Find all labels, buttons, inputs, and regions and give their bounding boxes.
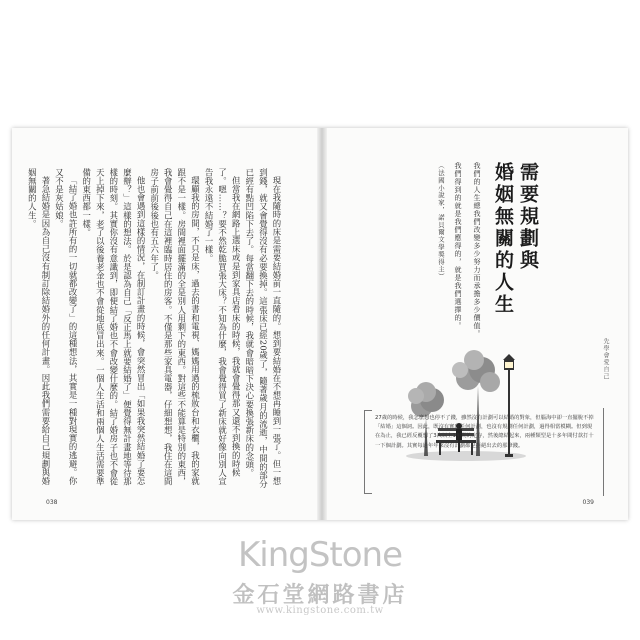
epigraph-line-1: 我們的人生總我們改變多少努力而承擔多少價值。: [473, 162, 481, 338]
left-page-body: [27, 168, 283, 490]
right-page-number: 039: [582, 499, 594, 506]
callout-box: [364, 410, 600, 494]
epigraph-attribution: （法國小說家，諾貝爾文學獎得主）: [437, 162, 445, 281]
epigraph-line-2: 我們得到的就是我們應得的，就是我們選擇的。: [454, 162, 462, 330]
body-paragraph: 著急結婚是因為自己沒有制訂除結婚外的任何計畫。因此我們需要給自己規劃與婚姻無關的人生。: [27, 168, 51, 486]
body-paragraph: 現在我隨時的床是需要結婚前一直隨的。想到要結婚在不想再睡到一張了。但一想到錢，就又會覺得沒有必要換掉。這張床已經20歲了，隨著歲月的流逝，中間的部分已經有點凹陷下去了。每當翻下去的時候，我就會暗暗下決心要換張新床的念頭。: [244, 168, 282, 489]
watermark-store-name: 金石堂網路書店: [232, 582, 408, 608]
page-gutter: [317, 128, 327, 520]
chapter-title-line-2: 婚姻無關的人生: [492, 162, 514, 316]
chapter-title-line-1: 需要規劃與: [517, 162, 539, 272]
watermark-url: www.kingstone.com.tw: [256, 605, 384, 616]
running-head: 先學會愛自己: [602, 338, 609, 380]
body-paragraph: 環顧我的房間，不只是床，過去的書和電視、媽媽用過的梳妝台和衣櫃，我的家就跟不是一樣。房間裡面擺滿的全是別人用剩下的東西。對這些不能算是特別的東西，我會覺得自己在這裡臨時居住的房客。不僅是那些家具電器，仔細想想，我住在這間房子前前後後也有五六年了。: [149, 168, 201, 486]
watermark-brand-text: KingStone: [237, 535, 403, 575]
body-paragraph: 「結了婚也許所有的一切就都改變了」的這種想法，其實是一種對現實的逃避。你又不是灰姑娘。: [54, 168, 79, 486]
body-paragraph: 但當我在網路上選床或是到家具店看床的時候，我就會覺得那又還不到換的時候了。嗯……？要不然乾脆買張大床？不知為什麼，我會覺得買了新床就好像向別人宣告我永遠不結婚了一樣。: [204, 168, 242, 486]
left-page-number: 038: [46, 499, 58, 506]
book-spread: [12, 128, 628, 520]
body-paragraph: 他也會遇到這樣的情況，在制訂計畫的時候，會突然冒出「如果我突然結婚了要怎麼辦？」這樣的想法。於是認為自己「反正馬上就要結婚了」便覺得無計畫地等待那樣的時刻。其實你沒有意識到，即便結了婚也不會改變什麼的。結了婚房子也不會從天上掉下來，老了以後養老金也不會從地底冒出來。一個人生活和兩個人生活需要準備的東西都一樣。: [81, 168, 147, 486]
watermark-brand: [0, 535, 640, 575]
callout-text: 27歲的時候，我怎麼想也停不了錢，雖然沒有計劃可以結婚的對象，但腦海中卻一直擺脫不掉「結婚」這個詞。因此，既沒有實現任何計劃，也沒有規劃任何計劃，過得相當模糊。但到現在為止，我已經反覆想了3次以上1年期的定存，然後總結起來，兩種類型是十多年間付款打十一下個計劃。其實每過年年來沒有計劃都是拒絕出去的那筆錢。: [375, 415, 594, 449]
